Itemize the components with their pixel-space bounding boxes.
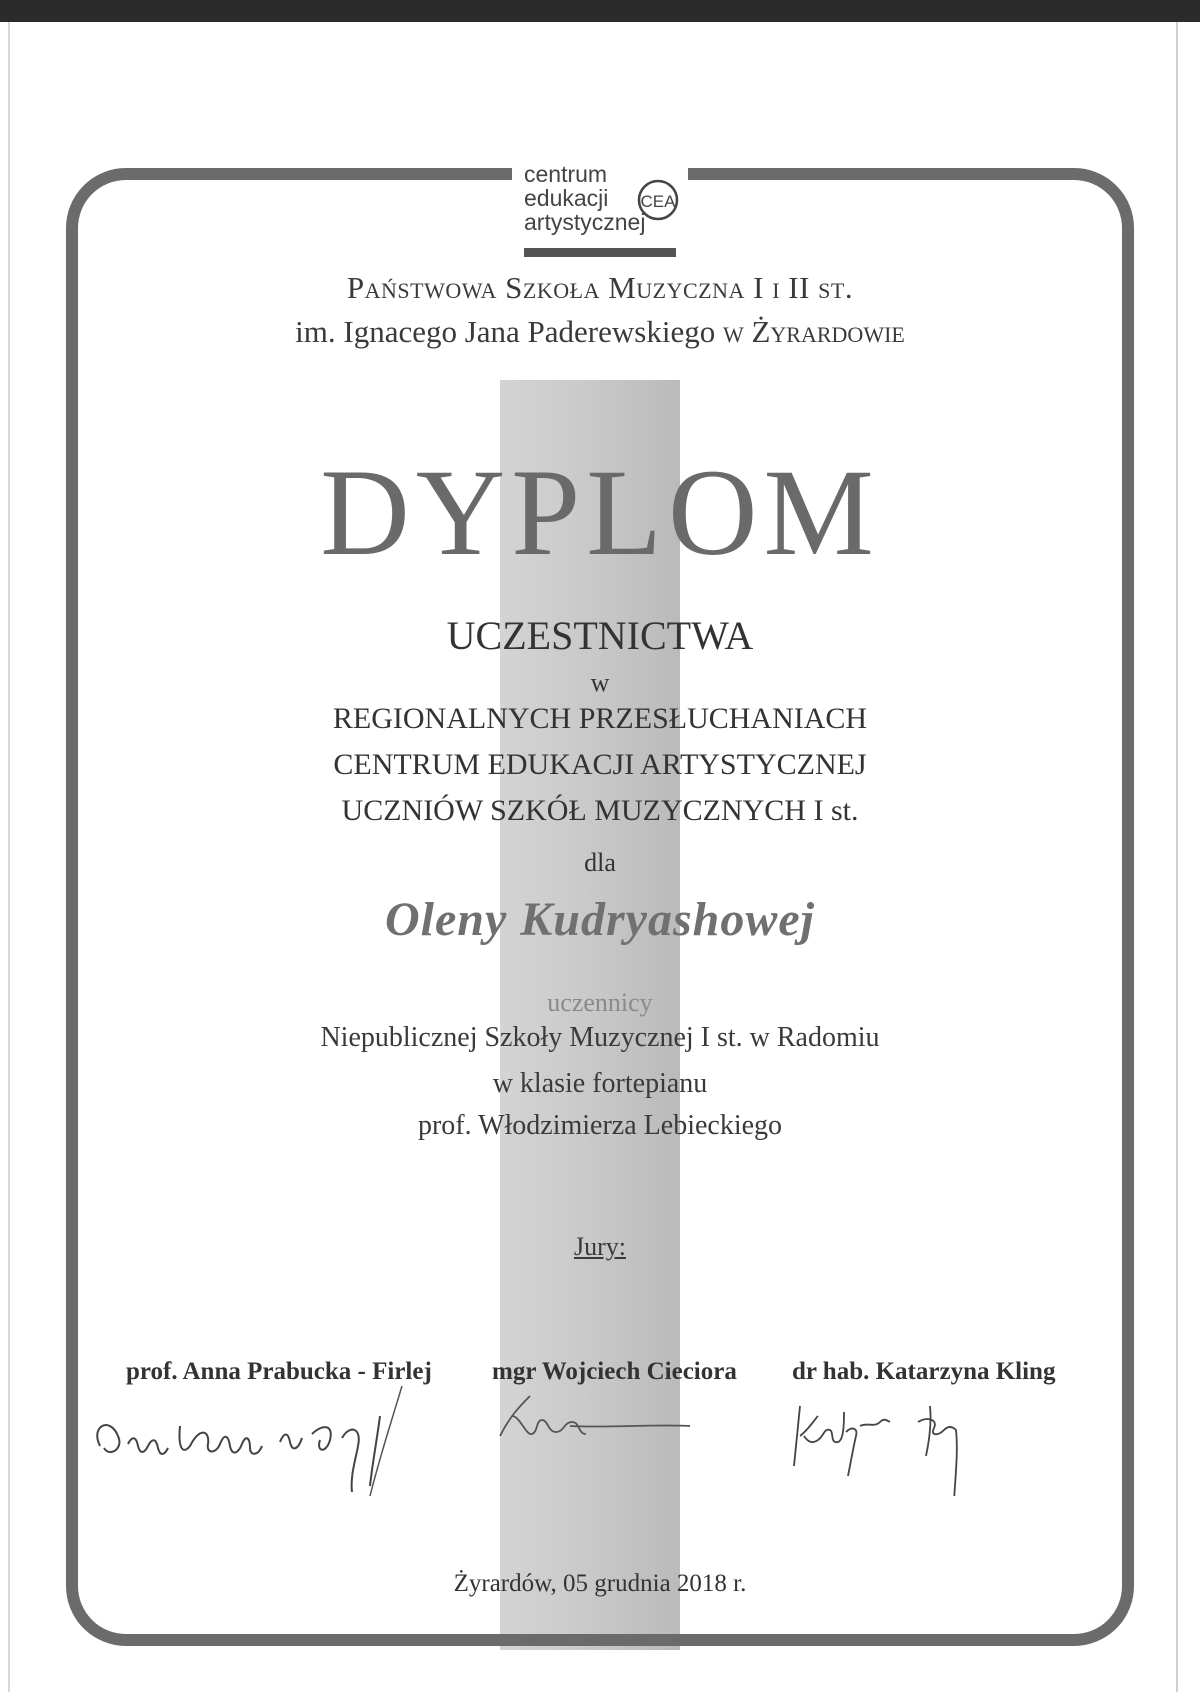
preposition-dla: dla: [584, 848, 616, 877]
school-city: w Żyrardowie: [722, 314, 905, 349]
place-and-date: Żyrardów, 05 grudnia 2018 r.: [453, 1570, 747, 1597]
signature-1: [80, 1386, 420, 1496]
logo-text: [524, 162, 645, 234]
juror-1-name: prof. Anna Prabucka - Firlej: [126, 1358, 432, 1385]
logo-line-2: edukacji: [524, 185, 609, 211]
cea-logo-icon: [636, 178, 680, 222]
scan-top-edge: [0, 0, 1200, 22]
logo-line-1: centrum: [524, 161, 608, 187]
event-line-1: REGIONALNYCH PRZESŁUCHANIACH: [332, 702, 868, 735]
event-line-3: UCZNIÓW SZKÓŁ MUZYCZNYCH I st.: [341, 794, 859, 827]
recipient-role: uczennicy: [547, 988, 653, 1017]
school-patron: im. Ignacego Jana Paderewskiego: [295, 314, 716, 349]
logo-bar: [524, 248, 676, 257]
recipient-class: w klasie fortepianu: [492, 1068, 708, 1099]
school-name-line-2: [0, 314, 1200, 350]
juror-3-name: dr hab. Katarzyna Kling: [792, 1358, 1056, 1385]
juror-2-name: mgr Wojciech Cieciora: [492, 1358, 737, 1385]
signature-2: [490, 1386, 700, 1456]
event-line-2: CENTRUM EDUKACJI ARTYSTYCZNEJ: [333, 748, 867, 781]
logo-line-3: artystycznej: [524, 209, 646, 235]
recipient-teacher: prof. Włodzimierza Lebieckiego: [417, 1110, 783, 1141]
school-name-line-1: Państwowa Szkoła Muzyczna I i II st.: [346, 270, 854, 305]
jury-label: Jury:: [574, 1232, 626, 1261]
diploma-title: DYPLOM: [320, 444, 880, 581]
logo-mark-text: CEA: [640, 192, 676, 211]
diploma-subtitle: UCZESTNICTWA: [446, 613, 754, 658]
recipient-name: Oleny Kudryashowej: [384, 893, 816, 946]
signature-3: [790, 1386, 1000, 1496]
cea-logo: [512, 160, 688, 260]
preposition-w: w: [590, 668, 610, 697]
recipient-school: Niepublicznej Szkoły Muzycznej I st. w Radomiu: [320, 1022, 880, 1053]
